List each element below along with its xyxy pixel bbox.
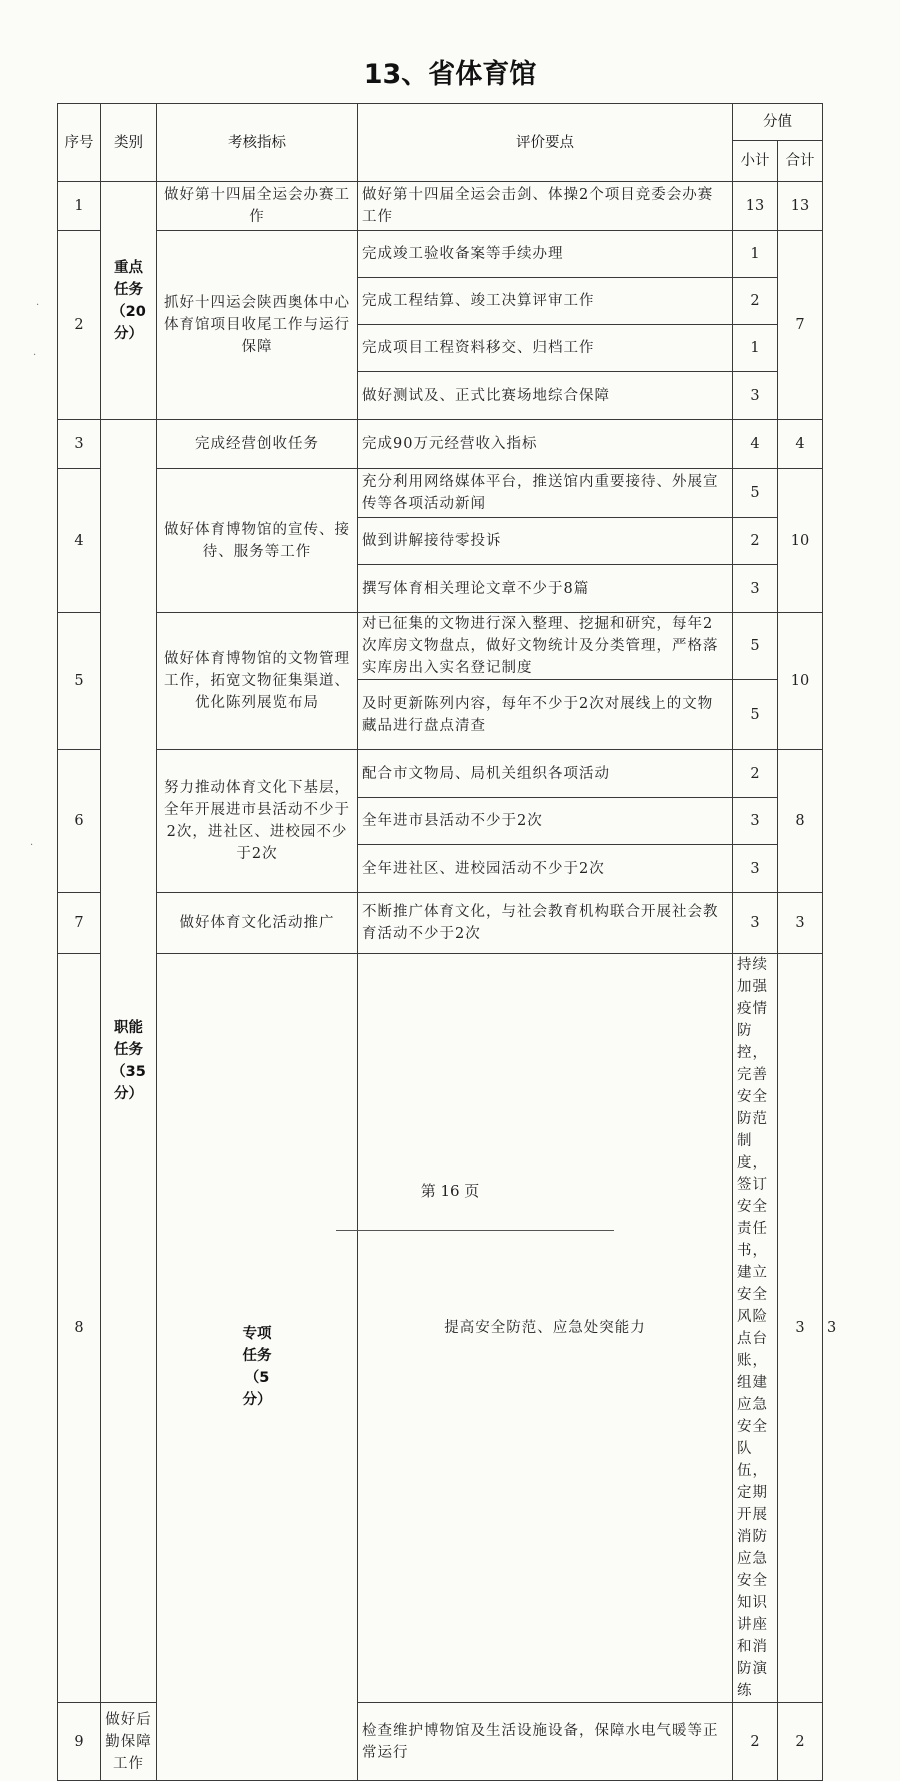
scan-speck: · xyxy=(30,840,34,851)
header-category: 类别 xyxy=(101,104,157,182)
indicator-cell: 做好体育博物馆的文物管理工作，拓宽文物征集渠道、优化陈列展览布局 xyxy=(157,613,358,750)
seq-cell: 9 xyxy=(58,1703,101,1781)
indicator-cell: 抓好十四运会陕西奥体中心体育馆项目收尾工作与运行保障 xyxy=(157,231,358,420)
indicator-cell: 做好体育博物馆的宣传、接待、服务等工作 xyxy=(157,469,358,613)
subtotal-cell: 5 xyxy=(733,680,778,750)
header-score: 分值 xyxy=(733,104,823,141)
total-cell: 10 xyxy=(778,613,823,750)
header-seq: 序号 xyxy=(58,104,101,182)
subtotal-cell: 3 xyxy=(733,565,778,613)
requirement-cell: 配合市文物局、局机关组织各项活动 xyxy=(358,750,733,798)
category-key: 重点 任务 （20 分） xyxy=(101,182,157,420)
header-subtotal: 小计 xyxy=(733,141,778,182)
total-cell: 4 xyxy=(778,420,823,469)
requirement-cell: 检查维护博物馆及生活设施设备，保障水电气暖等正常运行 xyxy=(358,1703,733,1781)
total-cell: 8 xyxy=(778,750,823,893)
indicator-cell: 努力推动体育文化下基层，全年开展进市县活动不少于2次，进社区、进校园不少于2次 xyxy=(157,750,358,893)
header-total: 合计 xyxy=(778,141,823,182)
subtotal-cell: 1 xyxy=(733,231,778,278)
page-title: 13、省体育馆 xyxy=(363,59,537,90)
total-cell: 2 xyxy=(778,1703,823,1781)
subtotal-cell: 1 xyxy=(733,325,778,372)
requirement-cell: 及时更新陈列内容，每年不少于2次对展线上的文物藏品进行盘点清查 xyxy=(358,680,733,750)
assessment-table xyxy=(57,103,837,1781)
requirement-cell: 做到讲解接待零投诉 xyxy=(358,518,733,565)
subtotal-cell: 3 xyxy=(733,845,778,893)
table-row xyxy=(58,420,823,469)
seq-cell: 7 xyxy=(58,893,101,954)
subtotal-cell: 5 xyxy=(733,469,778,518)
seq-cell: 3 xyxy=(58,420,101,469)
indicator-cell: 完成经营创收任务 xyxy=(157,420,358,469)
scan-speck: · xyxy=(33,350,37,361)
seq-cell: 8 xyxy=(58,954,101,1703)
requirement-cell: 完成项目工程资料移交、归档工作 xyxy=(358,325,733,372)
seq-cell: 6 xyxy=(58,750,101,893)
requirement-cell: 完成竣工验收备案等手续办理 xyxy=(358,231,733,278)
subtotal-cell: 3 xyxy=(733,893,778,954)
seq-cell: 5 xyxy=(58,613,101,750)
requirement-cell: 对已征集的文物进行深入整理、挖掘和研究，每年2次库房文物盘点，做好文物统计及分类管理，严格落实库房出入实名登记制度 xyxy=(358,613,733,680)
subtotal-cell: 3 xyxy=(733,798,778,845)
total-cell: 10 xyxy=(778,469,823,613)
category-special: 专项 任务 （5 分） xyxy=(157,954,358,1781)
requirement-cell: 持续加强疫情防控，完善安全防范制度，签订安全责任书，建立安全风险点台账，组建应急安全队伍，定期开展消防应急安全知识讲座和消防演练 xyxy=(733,954,778,1703)
seq-cell: 1 xyxy=(58,182,101,231)
requirement-cell: 全年进社区、进校园活动不少于2次 xyxy=(358,845,733,893)
header-requirement: 评价要点 xyxy=(358,104,733,182)
subtotal-cell: 2 xyxy=(733,278,778,325)
indicator-cell: 做好后勤保障工作 xyxy=(101,1703,157,1781)
subtotal-cell: 2 xyxy=(733,518,778,565)
table-row xyxy=(58,231,823,278)
requirement-cell: 做好第十四届全运会击剑、体操2个项目竞委会办赛工作 xyxy=(358,182,733,231)
total-cell: 13 xyxy=(778,182,823,231)
subtotal-cell: 3 xyxy=(778,954,823,1703)
subtotal-cell: 13 xyxy=(733,182,778,231)
table-row xyxy=(58,469,823,518)
table-row xyxy=(58,182,823,231)
total-cell: 7 xyxy=(778,231,823,420)
category-duty: 职能 任务 （35 分） xyxy=(101,420,157,1703)
scan-speck: · xyxy=(36,300,40,311)
header-indicator: 考核指标 xyxy=(157,104,358,182)
table-row xyxy=(58,613,823,680)
indicator-cell: 提高安全防范、应急处突能力 xyxy=(358,954,733,1703)
subtotal-cell: 4 xyxy=(733,420,778,469)
indicator-cell: 做好体育文化活动推广 xyxy=(157,893,358,954)
header-row xyxy=(58,104,823,141)
requirement-cell: 充分利用网络媒体平台，推送馆内重要接待、外展宣传等各项活动新闻 xyxy=(358,469,733,518)
requirement-cell: 做好测试及、正式比赛场地综合保障 xyxy=(358,372,733,420)
subtotal-cell: 5 xyxy=(733,613,778,680)
requirement-cell: 完成工程结算、竣工决算评审工作 xyxy=(358,278,733,325)
indicator-cell: 做好第十四届全运会办赛工作 xyxy=(157,182,358,231)
subtotal-cell: 3 xyxy=(733,372,778,420)
seq-cell: 2 xyxy=(58,231,101,420)
subtotal-cell: 2 xyxy=(733,750,778,798)
total-cell: 3 xyxy=(778,893,823,954)
requirement-cell: 不断推广体育文化，与社会教育机构联合开展社会教育活动不少于2次 xyxy=(358,893,733,954)
subtotal-cell: 2 xyxy=(733,1703,778,1781)
table-row xyxy=(58,750,823,798)
table-row: 8 专项 任务 （5 分） 提高安全防范、应急处突能力 持续加强疫情防控，完善安全防范制度，签订安全责任书，建立安全风险点台账，组建应急安全队伍，定期开展消防应急安全知识讲座和消防演练 3 3 xyxy=(58,954,823,1703)
page-number: 第 16 页 xyxy=(420,1182,480,1200)
requirement-cell: 全年进市县活动不少于2次 xyxy=(358,798,733,845)
bottom-rule xyxy=(336,1230,614,1231)
seq-cell: 4 xyxy=(58,469,101,613)
requirement-cell: 完成90万元经营收入指标 xyxy=(358,420,733,469)
requirement-cell: 撰写体育相关理论文章不少于8篇 xyxy=(358,565,733,613)
table-row xyxy=(58,893,823,954)
